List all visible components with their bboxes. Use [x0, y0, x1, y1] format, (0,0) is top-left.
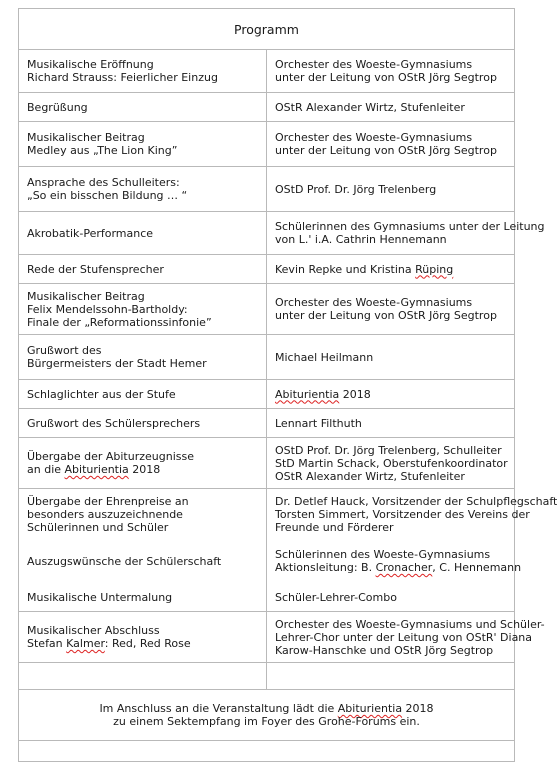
performer-line: Orchester des Woeste-Gymnasiums: [275, 58, 473, 71]
performer-line: Orchester des Woeste-Gymnasiums: [275, 131, 473, 144]
program-item: [19, 380, 267, 409]
program-row: [19, 50, 515, 93]
performer-line: Karow-Hanschke und OStR Jörg Segtrop: [275, 643, 494, 657]
item-line: [27, 637, 258, 650]
performer-line: OStD Prof. Dr. Jörg Trelenberg: [275, 182, 437, 196]
program-row: [19, 612, 515, 663]
item-line: Musikalische Untermalung: [27, 590, 173, 604]
performer-line: Orchester des Woeste-Gymnasiums: [275, 296, 473, 309]
program-row: [19, 122, 515, 167]
program-row: [19, 93, 515, 122]
program-row: [19, 539, 515, 583]
program-item: [19, 212, 267, 255]
program-performer: [267, 50, 515, 93]
program-performer: [267, 380, 515, 409]
program-title: Programm: [19, 9, 515, 50]
program-item: [19, 438, 267, 489]
performer-line: Freunde und Förderer: [275, 520, 394, 534]
performer-line: von L.' i.A. Cathrin Hennemann: [275, 233, 447, 246]
item-name: Abiturientia: [64, 463, 129, 476]
performer-line: [275, 388, 506, 401]
item-name: Kalmer: [66, 637, 105, 650]
program-row: [19, 583, 515, 612]
item-line: Begrüßung: [27, 100, 88, 114]
item-line: Schülerinnen und Schüler: [27, 520, 169, 534]
performer-line: unter der Leitung von OStR Jörg Segtrop: [275, 71, 497, 84]
program-performer: [267, 167, 515, 212]
item-line: Auszugswünsche der Schülerschaft: [27, 554, 222, 568]
blank-cell: [19, 663, 267, 690]
program-performer: [267, 489, 557, 540]
performer-line: Torsten Simmert, Vorsitzender des Vereins der: [275, 507, 530, 521]
item-line: Richard Strauss: Feierlicher Einzug: [27, 71, 218, 84]
performer-line: OStR Alexander Wirtz, Stufenleiter: [275, 100, 465, 114]
program-item: [19, 167, 267, 212]
performer-line: Dr. Detlef Hauck, Vorsitzender der Schulpflegschaft: [275, 494, 557, 508]
performer-text: , C. Hennemann: [432, 561, 522, 574]
program-performer: [267, 539, 522, 583]
blank-cell: [19, 741, 515, 762]
program-performer: [267, 122, 515, 167]
footer-row: [19, 690, 515, 741]
item-text: : Red, Red Rose: [104, 637, 191, 650]
program-performer: [267, 93, 515, 122]
performer-line: Michael Heilmann: [275, 350, 374, 364]
item-line: [27, 463, 258, 476]
item-line: Übergabe der Abiturzeugnisse: [27, 450, 194, 463]
blank-row: [19, 663, 515, 690]
program-item: [19, 612, 267, 663]
performer-line: unter der Leitung von OStR Jörg Segtrop: [275, 309, 497, 322]
program-item: [19, 409, 267, 438]
item-line: Bürgermeisters der Stadt Hemer: [27, 357, 207, 370]
item-text: 2018: [128, 463, 161, 476]
performer-name: Abiturientia: [275, 387, 340, 401]
item-line: Musikalischer Beitrag: [27, 289, 145, 303]
program-row: [19, 489, 515, 540]
performer-text: Kevin Repke und Kristina: [275, 262, 416, 276]
item-line: Musikalischer Abschluss: [27, 624, 160, 637]
performer-line: Orchester des Woeste-Gymnasiums und Schüler-: [275, 617, 545, 631]
program-item: [19, 284, 267, 335]
item-line: Felix Mendelssohn-Bartholdy:: [27, 302, 188, 316]
program-performer: [267, 212, 545, 255]
performer-name: Cronacher: [375, 561, 433, 574]
footer-text: 2018: [402, 702, 434, 715]
program-row: [19, 438, 515, 489]
performer-line: [275, 561, 522, 574]
program-row: [19, 409, 515, 438]
program-item: [19, 50, 267, 93]
item-line: Rede der Stufensprecher: [27, 262, 164, 276]
program-row: [19, 167, 515, 212]
footer-text: Im Anschluss an die Veranstaltung lädt die: [99, 702, 338, 715]
program-row: [19, 212, 515, 255]
item-line: Ansprache des Schulleiters:: [27, 176, 180, 189]
program-row: [19, 255, 515, 284]
program-performer: [267, 438, 515, 489]
item-line: Grußwort des: [27, 344, 102, 357]
item-text: Stefan: [27, 637, 67, 650]
program-item: [19, 583, 267, 612]
footer-line: [19, 702, 514, 715]
item-line: Grußwort des Schülersprechers: [27, 416, 201, 430]
performer-line: [275, 263, 506, 276]
program-item: [19, 122, 267, 167]
program-item: [19, 539, 267, 583]
program-row: [19, 380, 515, 409]
item-line: Schlaglichter aus der Stufe: [27, 387, 176, 401]
item-line: Medley aus „The Lion King”: [27, 144, 178, 157]
item-line: Akrobatik-Performance: [27, 226, 154, 240]
performer-line: Lehrer-Chor unter der Leitung von OStR' Diana: [275, 630, 533, 644]
performer-line: OStR Alexander Wirtz, Stufenleiter: [275, 469, 465, 483]
footer-note: [19, 690, 515, 741]
program-performer: [267, 612, 545, 663]
performer-name: Rüping: [415, 262, 454, 276]
item-line: besonders auszuzeichnende: [27, 507, 183, 521]
program-performer: [267, 583, 515, 612]
program-table: [18, 8, 557, 762]
item-line: Musikalische Eröffnung: [27, 58, 154, 71]
footer-gap-row: [19, 741, 515, 762]
item-line: Finale der „Reformationssinfonie”: [27, 315, 212, 329]
item-text: an die: [27, 463, 65, 476]
program-performer: [267, 255, 515, 284]
program-item: [19, 255, 267, 284]
item-line: „So ein bisschen Bildung … “: [27, 189, 188, 202]
performer-line: Schülerinnen des Gymnasiums unter der Leitung: [275, 220, 545, 233]
performer-text: 2018: [339, 387, 371, 401]
item-line: Übergabe der Ehrenpreise an: [27, 494, 189, 508]
performer-line: OStD Prof. Dr. Jörg Trelenberg, Schulleiter: [275, 443, 502, 457]
item-line: Musikalischer Beitrag: [27, 131, 145, 144]
performer-line: unter der Leitung von OStR Jörg Segtrop: [275, 144, 497, 157]
program-row: [19, 284, 515, 335]
performer-line: Schülerinnen des Woeste-Gymnasiums: [275, 548, 491, 561]
program-item: [19, 489, 267, 540]
program-performer: [267, 409, 515, 438]
program-page: [18, 8, 557, 762]
program-performer: [267, 284, 515, 335]
program-item: [19, 93, 267, 122]
performer-line: Lennart Filthuth: [275, 416, 362, 430]
footer-line: zu einem Sektempfang im Foyer des Grohe-Forums ein.: [113, 715, 420, 728]
performer-line: StD Martin Schack, Oberstufenkoordinator: [275, 456, 508, 470]
blank-cell: [267, 663, 515, 690]
program-item: [19, 335, 267, 380]
footer-name: Abiturientia: [337, 702, 403, 715]
title-row: [19, 9, 515, 50]
performer-text: Aktionsleitung: B.: [275, 561, 376, 574]
program-performer: [267, 335, 515, 380]
performer-line: Schüler-Lehrer-Combo: [275, 590, 397, 604]
program-row: [19, 335, 515, 380]
